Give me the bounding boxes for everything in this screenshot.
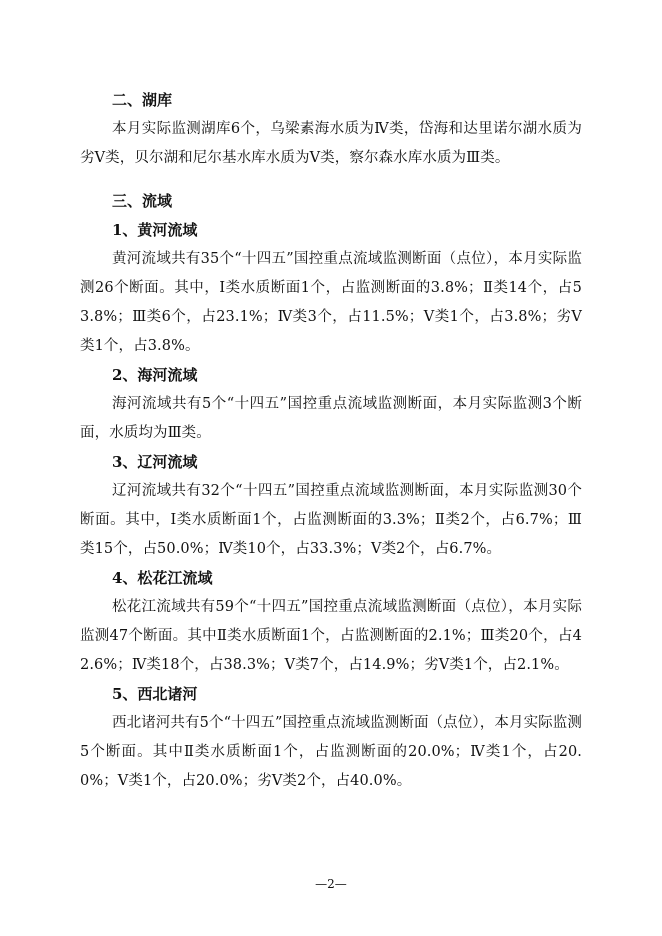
- section-spacer: [80, 173, 582, 187]
- basin-paragraph-northwest-rivers: 西北诸河共有5个“十四五”国控重点流域监测断面（点位），本月实际监测5个断面。其中Ⅱ类水质断面1个，占监测断面的20.0%；Ⅳ类1个，占20.0%；Ⅴ类1个，占20.0%；劣Ⅴ类2个，占40.0%。: [80, 715, 582, 789]
- basin-title-songhua-river: 4、松花江流域: [112, 569, 213, 587]
- basin-title-yellow-river: 1、黄河流域: [112, 221, 198, 239]
- section-heading-lakes: 二、湖库: [112, 91, 173, 109]
- basin-title-northwest-rivers: 5、西北诸河: [112, 685, 198, 703]
- basin-paragraph-songhua-river: 松花江流域共有59个“十四五”国控重点流域监测断面（点位），本月实际监测47个断面。其中Ⅱ类水质断面1个，占监测断面的2.1%；Ⅲ类20个，占42.6%；Ⅳ类18个，占38.3%；Ⅴ类7个，占14.9%；劣Ⅴ类1个，占2.1%。: [80, 599, 582, 673]
- basin-paragraph-yellow-river: 黄河流域共有35个“十四五”国控重点流域监测断面（点位），本月实际监测26个断面。其中，Ⅰ类水质断面1个，占监测断面的3.8%；Ⅱ类14个，占53.8%；Ⅲ类6个，占23.1%；Ⅳ类3个，占11.5%；Ⅴ类1个，占3.8%；劣Ⅴ类1个，占3.8%。: [80, 251, 582, 354]
- basin-paragraph-hai-river: 海河流域共有5个“十四五”国控重点流域监测断面，本月实际监测3个断面，水质均为Ⅲ类。: [80, 396, 582, 441]
- basin-title-liao-river: 3、辽河流域: [112, 453, 198, 471]
- basin-paragraph-liao-river: 辽河流域共有32个“十四五”国控重点流域监测断面，本月实际监测30个断面。其中，Ⅰ类水质断面1个，占监测断面的3.3%；Ⅱ类2个，占6.7%；Ⅲ类15个，占50.0%；Ⅳ类10个，占33.3%；Ⅴ类2个，占6.7%。: [80, 483, 582, 557]
- section-heading-basins: 三、流域: [112, 192, 173, 210]
- basin-title-hai-river: 2、海河流域: [112, 366, 198, 384]
- page-number: —2—: [315, 877, 347, 891]
- lakes-paragraph: 本月实际监测湖库6个，乌梁素海水质为Ⅳ类，岱海和达里诺尔湖水质为劣Ⅴ类，贝尔湖和尼尔基水库水质为Ⅴ类，察尔森水库水质为Ⅲ类。: [80, 121, 582, 166]
- document-body: [80, 86, 582, 796]
